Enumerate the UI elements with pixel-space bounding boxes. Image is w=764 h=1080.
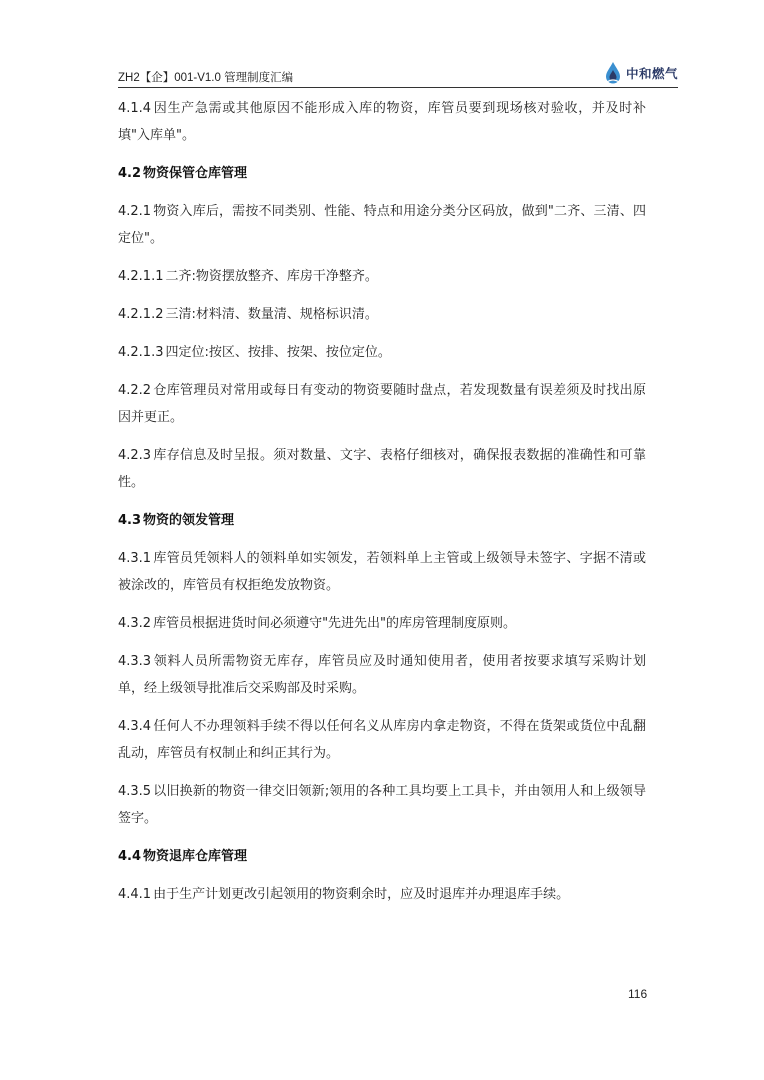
clause-4-3-2 xyxy=(118,610,646,637)
clause-number: 4.3.5 xyxy=(118,784,152,799)
clause-number: 4.2.1.3 xyxy=(118,345,164,360)
clause-number: 4.3.1 xyxy=(118,551,152,566)
clause-4-2-1 xyxy=(118,198,646,252)
document-body xyxy=(118,95,646,919)
clause-4-2-2 xyxy=(118,377,646,431)
clause-number: 4.3.4 xyxy=(118,719,152,734)
clause-text: 四定位:按区、按排、按架、按位定位。 xyxy=(165,345,391,360)
clause-4-4-1 xyxy=(118,881,646,908)
flame-drop-icon xyxy=(603,61,623,85)
clause-number: 4.3.3 xyxy=(118,654,152,669)
clause-4-2-1-1 xyxy=(118,263,646,290)
clause-4-3-4 xyxy=(118,713,646,767)
section-heading-4-2 xyxy=(118,160,646,187)
page-header xyxy=(118,60,678,90)
clause-text: 库管员根据进货时间必须遵守"先进先出"的库房管理制度原则。 xyxy=(153,616,517,631)
header-divider xyxy=(118,87,678,88)
clause-4-2-1-2 xyxy=(118,301,646,328)
page-number: 116 xyxy=(628,987,648,1001)
clause-number: 4.2.1.1 xyxy=(118,269,164,284)
section-title: 物资保管仓库管理 xyxy=(143,166,248,181)
section-heading-4-4 xyxy=(118,843,646,870)
clause-number: 4.4.1 xyxy=(118,887,152,902)
section-heading-4-3 xyxy=(118,507,646,534)
clause-text: 库管员凭领料人的领料单如实领发，若领料单上主管或上级领导未签字、字据不清或被涂改的，库管员有权拒绝发放物资。 xyxy=(118,551,646,593)
clause-number: 4.2.3 xyxy=(118,448,152,463)
clause-4-3-1 xyxy=(118,545,646,599)
clause-text: 库存信息及时呈报。须对数量、文字、表格仔细核对，确保报表数据的准确性和可靠性。 xyxy=(118,448,646,490)
clause-4-2-1-3 xyxy=(118,339,646,366)
clause-number: 4.1.4 xyxy=(118,101,152,116)
clause-text: 仓库管理员对常用或每日有变动的物资要随时盘点，若发现数量有误差须及时找出原因并更正。 xyxy=(118,383,646,425)
clause-4-3-5 xyxy=(118,778,646,832)
section-number: 4.3 xyxy=(118,513,142,528)
section-title: 物资的领发管理 xyxy=(143,513,235,528)
clause-number: 4.3.2 xyxy=(118,616,152,631)
clause-text: 任何人不办理领料手续不得以任何名义从库房内拿走物资，不得在货架或货位中乱翻乱动，库管员有权制止和纠正其行为。 xyxy=(118,719,646,761)
section-title: 物资退库仓库管理 xyxy=(143,849,248,864)
clause-number: 4.2.1.2 xyxy=(118,307,164,322)
clause-text: 领料人员所需物资无库存，库管员应及时通知使用者，使用者按要求填写采购计划单，经上级领导批准后交采购部及时采购。 xyxy=(118,654,646,696)
clause-number: 4.2.1 xyxy=(118,204,152,219)
company-logo xyxy=(603,60,678,86)
clause-4-2-3 xyxy=(118,442,646,496)
clause-text: 以旧换新的物资一律交旧领新;领用的各种工具均要上工具卡，并由领用人和上级领导签字。 xyxy=(118,784,646,826)
clause-text: 物资入库后，需按不同类别、性能、特点和用途分类分区码放，做到"二齐、三清、四定位"。 xyxy=(118,204,646,246)
clause-text: 由于生产计划更改引起领用的物资剩余时，应及时退库并办理退库手续。 xyxy=(153,887,570,902)
clause-4-3-3 xyxy=(118,648,646,702)
clause-number: 4.2.2 xyxy=(118,383,152,398)
logo-text: 中和燃气 xyxy=(625,66,678,81)
clause-text: 二齐:物资摆放整齐、库房干净整齐。 xyxy=(165,269,378,284)
clause-text: 因生产急需或其他原因不能形成入库的物资，库管员要到现场核对验收，并及时补填"入库单"。 xyxy=(118,101,646,143)
section-number: 4.2 xyxy=(118,166,142,181)
document-id: ZH2【企】001-V1.0 管理制度汇编 xyxy=(118,72,294,84)
section-number: 4.4 xyxy=(118,849,142,864)
clause-4-1-4 xyxy=(118,95,646,149)
clause-text: 三清:材料清、数量清、规格标识清。 xyxy=(165,307,378,322)
